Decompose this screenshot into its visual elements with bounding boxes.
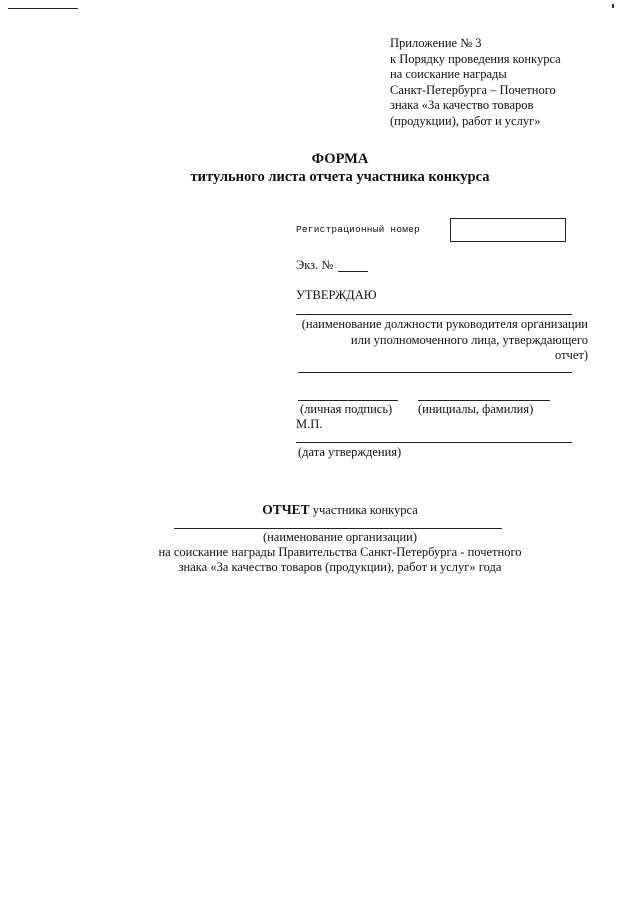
date-line[interactable]: [296, 442, 572, 443]
copy-number-label: Экз. №: [296, 258, 334, 272]
appendix-line: Приложение № 3: [390, 36, 482, 50]
report-title-bold: ОТЧЕТ: [262, 502, 310, 517]
report-subject-line: знака «За качество товаров (продукции), работ и услуг» года: [178, 560, 502, 574]
appendix-line: знака «За качество товаров: [390, 98, 534, 112]
position-note-line: или уполномоченного лица, утверждающего: [350, 332, 588, 347]
report-title: [0, 502, 640, 519]
initials-label: (инициалы, фамилия): [418, 402, 534, 416]
copy-number-line[interactable]: [338, 271, 368, 272]
appendix-line: к Порядку проведения конкурса: [390, 51, 561, 66]
signature-label: (личная подпись): [300, 402, 393, 416]
organization-name-label: (наименование организации): [262, 530, 418, 544]
position-note-line: отчет): [554, 348, 588, 362]
appendix-block: [390, 36, 561, 129]
position-note-line: (наименование должности руководителя организации: [301, 317, 588, 331]
registration-number-label: Регистрационный номер: [296, 224, 420, 235]
appendix-line: на соискание награды: [390, 67, 507, 81]
appendix-line: (продукции), работ и услуг»: [390, 113, 541, 128]
form-title: ФОРМА: [311, 151, 369, 167]
report-title-rest: участника конкурса: [309, 503, 418, 517]
report-subject-line: на соискание награды Правительства Санкт-Петербурга - почетного: [158, 545, 522, 559]
approve-label: УТВЕРЖДАЮ: [296, 288, 377, 302]
scan-artifact-line: [8, 8, 78, 9]
organization-name-line[interactable]: [174, 528, 502, 529]
date-label: (дата утверждения): [298, 445, 402, 459]
initials-line[interactable]: [418, 400, 550, 401]
signature-line[interactable]: [298, 400, 398, 401]
stamp-label: М.П.: [296, 417, 323, 431]
scan-artifact-dot: [612, 4, 614, 8]
position-line[interactable]: [296, 314, 572, 315]
position-note: [290, 317, 588, 364]
form-subtitle: титульного листа отчета участника конкурса: [190, 169, 490, 185]
org-approver-line[interactable]: [298, 372, 572, 373]
registration-number-box[interactable]: [450, 218, 566, 242]
appendix-line: Санкт-Петербурга – Почетного: [390, 82, 556, 97]
